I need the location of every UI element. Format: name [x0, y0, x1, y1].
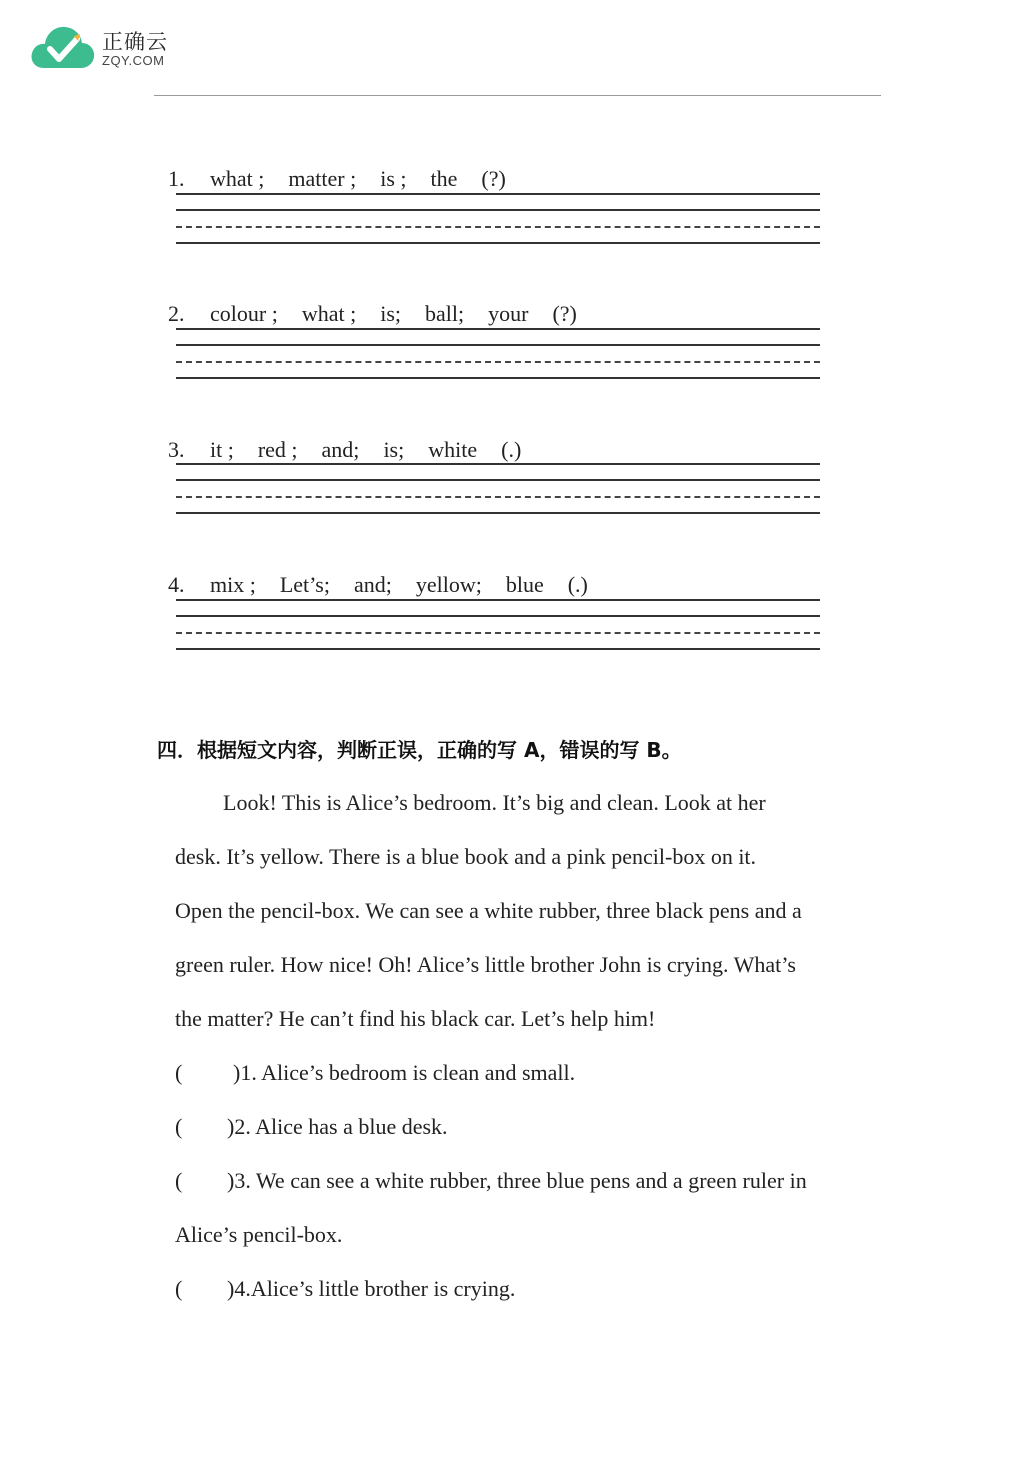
writing-line	[176, 344, 820, 346]
word: mix ;	[210, 572, 256, 597]
writing-line	[176, 328, 820, 330]
word: (.)	[501, 437, 522, 462]
judgement-item-3-continued	[175, 1222, 342, 1248]
word: what ;	[210, 166, 265, 191]
item-text: Alice’s pencil-box.	[175, 1222, 343, 1247]
writing-line	[176, 599, 820, 601]
word: blue	[505, 572, 544, 597]
word: (?)	[552, 301, 577, 326]
header-divider	[154, 95, 881, 96]
writing-line-dashed	[176, 496, 820, 498]
question-number: 1.	[168, 166, 185, 191]
word: and;	[321, 437, 360, 462]
word: is;	[380, 301, 402, 326]
question-4	[157, 546, 612, 598]
word: white	[428, 437, 478, 462]
judgement-item-2[interactable]	[175, 1114, 448, 1140]
question-number: 4.	[168, 572, 185, 597]
word: the	[430, 166, 458, 191]
word: ball;	[425, 301, 465, 326]
question-1	[157, 140, 530, 192]
writing-line	[176, 463, 820, 465]
word: it ;	[210, 437, 234, 462]
writing-line	[176, 377, 820, 379]
word: is;	[383, 437, 405, 462]
word: (?)	[481, 166, 506, 191]
answer-lines-3[interactable]	[176, 463, 820, 515]
item-text: )1. Alice’s bedroom is clean and small.	[233, 1060, 576, 1085]
passage-line: the matter? He can’t find his black car. Let’s help him!	[175, 1006, 656, 1031]
answer-lines-4[interactable]	[176, 599, 820, 651]
question-number: 2.	[168, 301, 185, 326]
word: Let’s;	[279, 572, 330, 597]
writing-line-dashed	[176, 361, 820, 363]
question-number: 3.	[168, 437, 185, 462]
passage-line: Look! This is Alice’s bedroom. It’s big and clean. Look at her	[223, 790, 766, 815]
judgement-item-1[interactable]	[175, 1060, 575, 1086]
site-logo	[30, 22, 180, 74]
answer-blank-open: (	[175, 1276, 183, 1301]
brand-name-cn: 正确云	[102, 30, 168, 54]
writing-line	[176, 615, 820, 617]
answer-blank-open: (	[175, 1114, 183, 1139]
passage-line: green ruler. How nice! Oh! Alice’s little brother John is crying. What’s	[175, 952, 796, 977]
word: (.)	[567, 572, 588, 597]
judgement-item-4[interactable]	[175, 1276, 515, 1302]
passage-line: desk. It’s yellow. There is a blue book and a pink pencil-box on it.	[175, 844, 757, 869]
passage-line: Open the pencil-box. We can see a white rubber, three black pens and a	[175, 898, 802, 923]
section-title: 四．根据短文内容，判断正误，正确的写 A，错误的写 B。	[157, 738, 682, 762]
answer-lines-2[interactable]	[176, 328, 820, 380]
answer-blank-open: (	[175, 1060, 183, 1085]
question-3	[157, 411, 545, 463]
answer-blank-open: (	[175, 1168, 183, 1193]
item-text: )3. We can see a white rubber, three blue pens and a green ruler in	[227, 1168, 807, 1193]
word: your	[488, 301, 529, 326]
word: yellow;	[415, 572, 482, 597]
writing-line	[176, 512, 820, 514]
word: what ;	[301, 301, 357, 326]
item-text: )2. Alice has a blue desk.	[227, 1114, 448, 1139]
brand-name-en: ZQY.COM	[102, 53, 165, 68]
writing-line	[176, 193, 820, 195]
word: and;	[353, 572, 392, 597]
answer-lines-1[interactable]	[176, 193, 820, 245]
question-2	[157, 275, 601, 327]
item-text: )4.Alice’s little brother is crying.	[227, 1276, 516, 1301]
judgement-item-3[interactable]	[175, 1168, 807, 1194]
writing-line-dashed	[176, 226, 820, 228]
writing-line	[176, 648, 820, 650]
writing-line	[176, 209, 820, 211]
writing-line	[176, 242, 820, 244]
word: is ;	[380, 166, 407, 191]
word: red ;	[257, 437, 298, 462]
writing-line-dashed	[176, 632, 820, 634]
cloud-check-icon	[30, 22, 96, 72]
word: matter ;	[288, 166, 357, 191]
writing-line	[176, 479, 820, 481]
word: colour ;	[210, 301, 278, 326]
